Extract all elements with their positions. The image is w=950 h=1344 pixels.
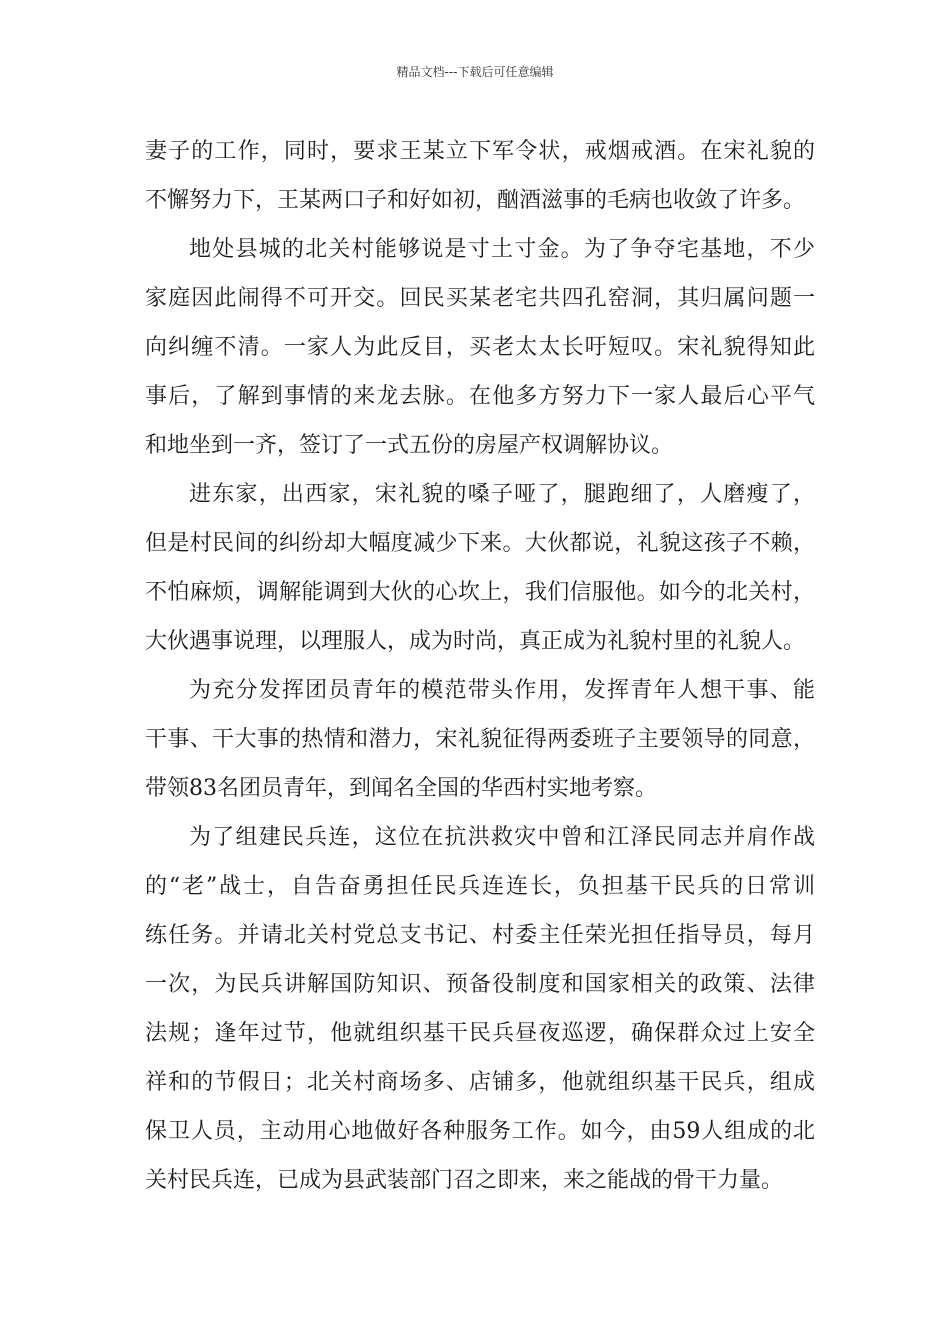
text-line: 为充分发挥团员青年的模范带头作用，发挥青年人想干事、能	[189, 678, 815, 703]
text-line: 祥和的节假日；北关村商场多、店铺多，他就组织基干民兵，组成	[145, 1070, 815, 1095]
paragraph	[145, 813, 815, 1205]
text-line: 的“老”战士，自告奋勇担任民兵连连长，负担基干民兵的日常训	[145, 874, 815, 899]
text-line: 大伙遇事说理，以理服人，成为时尚，真正成为礼貌村里的礼貌人。	[145, 629, 806, 654]
text-line: 干事、干大事的热情和潜力，宋礼貌征得两委班子主要领导的同意，	[145, 727, 815, 752]
text-line: 妻子的工作，同时，要求王某立下军令状，戒烟戒酒。在宋礼貌的	[145, 139, 815, 164]
text-line: 地处县城的北关村能够说是寸土寸金。为了争夺宅基地，不少	[189, 237, 815, 262]
text-line: 法规；逢年过节，他就组织基干民兵昼夜巡逻，确保群众过上安全	[145, 1021, 815, 1046]
text-line: 进东家，出西家，宋礼貌的嗓子哑了，腿跑细了，人磨瘦了，	[189, 482, 815, 507]
text-line: 但是村民间的纠纷却大幅度减少下来。大伙都说，礼貌这孩子不赖，	[145, 531, 815, 556]
text-line: 向纠缠不清。一家人为此反目，买老太太长吁短叹。宋礼貌得知此	[145, 335, 815, 360]
text-line: 不懈努力下，王某两口子和好如初，酗酒滋事的毛病也收敛了许多。	[145, 188, 806, 213]
text-line: 练任务。并请北关村党总支书记、村委主任荣光担任指导员，每月	[145, 923, 815, 948]
paragraph	[145, 127, 815, 225]
text-line: 一次，为民兵讲解国防知识、预备役制度和国家相关的政策、法律	[145, 972, 815, 997]
document-body	[145, 127, 815, 1205]
text-line: 家庭因此闹得不可开交。回民买某老宅共四孔窑洞，其归属问题一	[145, 286, 815, 311]
page-header: 精品文档---下载后可任意编辑	[396, 65, 554, 79]
paragraph	[145, 470, 815, 666]
paragraph	[145, 225, 815, 470]
text-line: 为了组建民兵连，这位在抗洪救灾中曾和江泽民同志并肩作战	[189, 825, 815, 850]
text-line: 保卫人员，主动用心地做好各种服务工作。如今，由59人组成的北	[145, 1119, 815, 1144]
text-line: 关村民兵连，已成为县武装部门召之即来，来之能战的骨干力量。	[145, 1168, 784, 1193]
text-line: 不怕麻烦，调解能调到大伙的心坎上，我们信服他。如今的北关村，	[145, 580, 815, 605]
paragraph	[145, 666, 815, 813]
text-line: 带领83名团员青年，到闻名全国的华西村实地考察。	[145, 776, 657, 801]
text-line: 和地坐到一齐，签订了一式五份的房屋产权调解协议。	[145, 433, 674, 458]
text-line: 事后，了解到事情的来龙去脉。在他多方努力下一家人最后心平气	[145, 384, 815, 409]
